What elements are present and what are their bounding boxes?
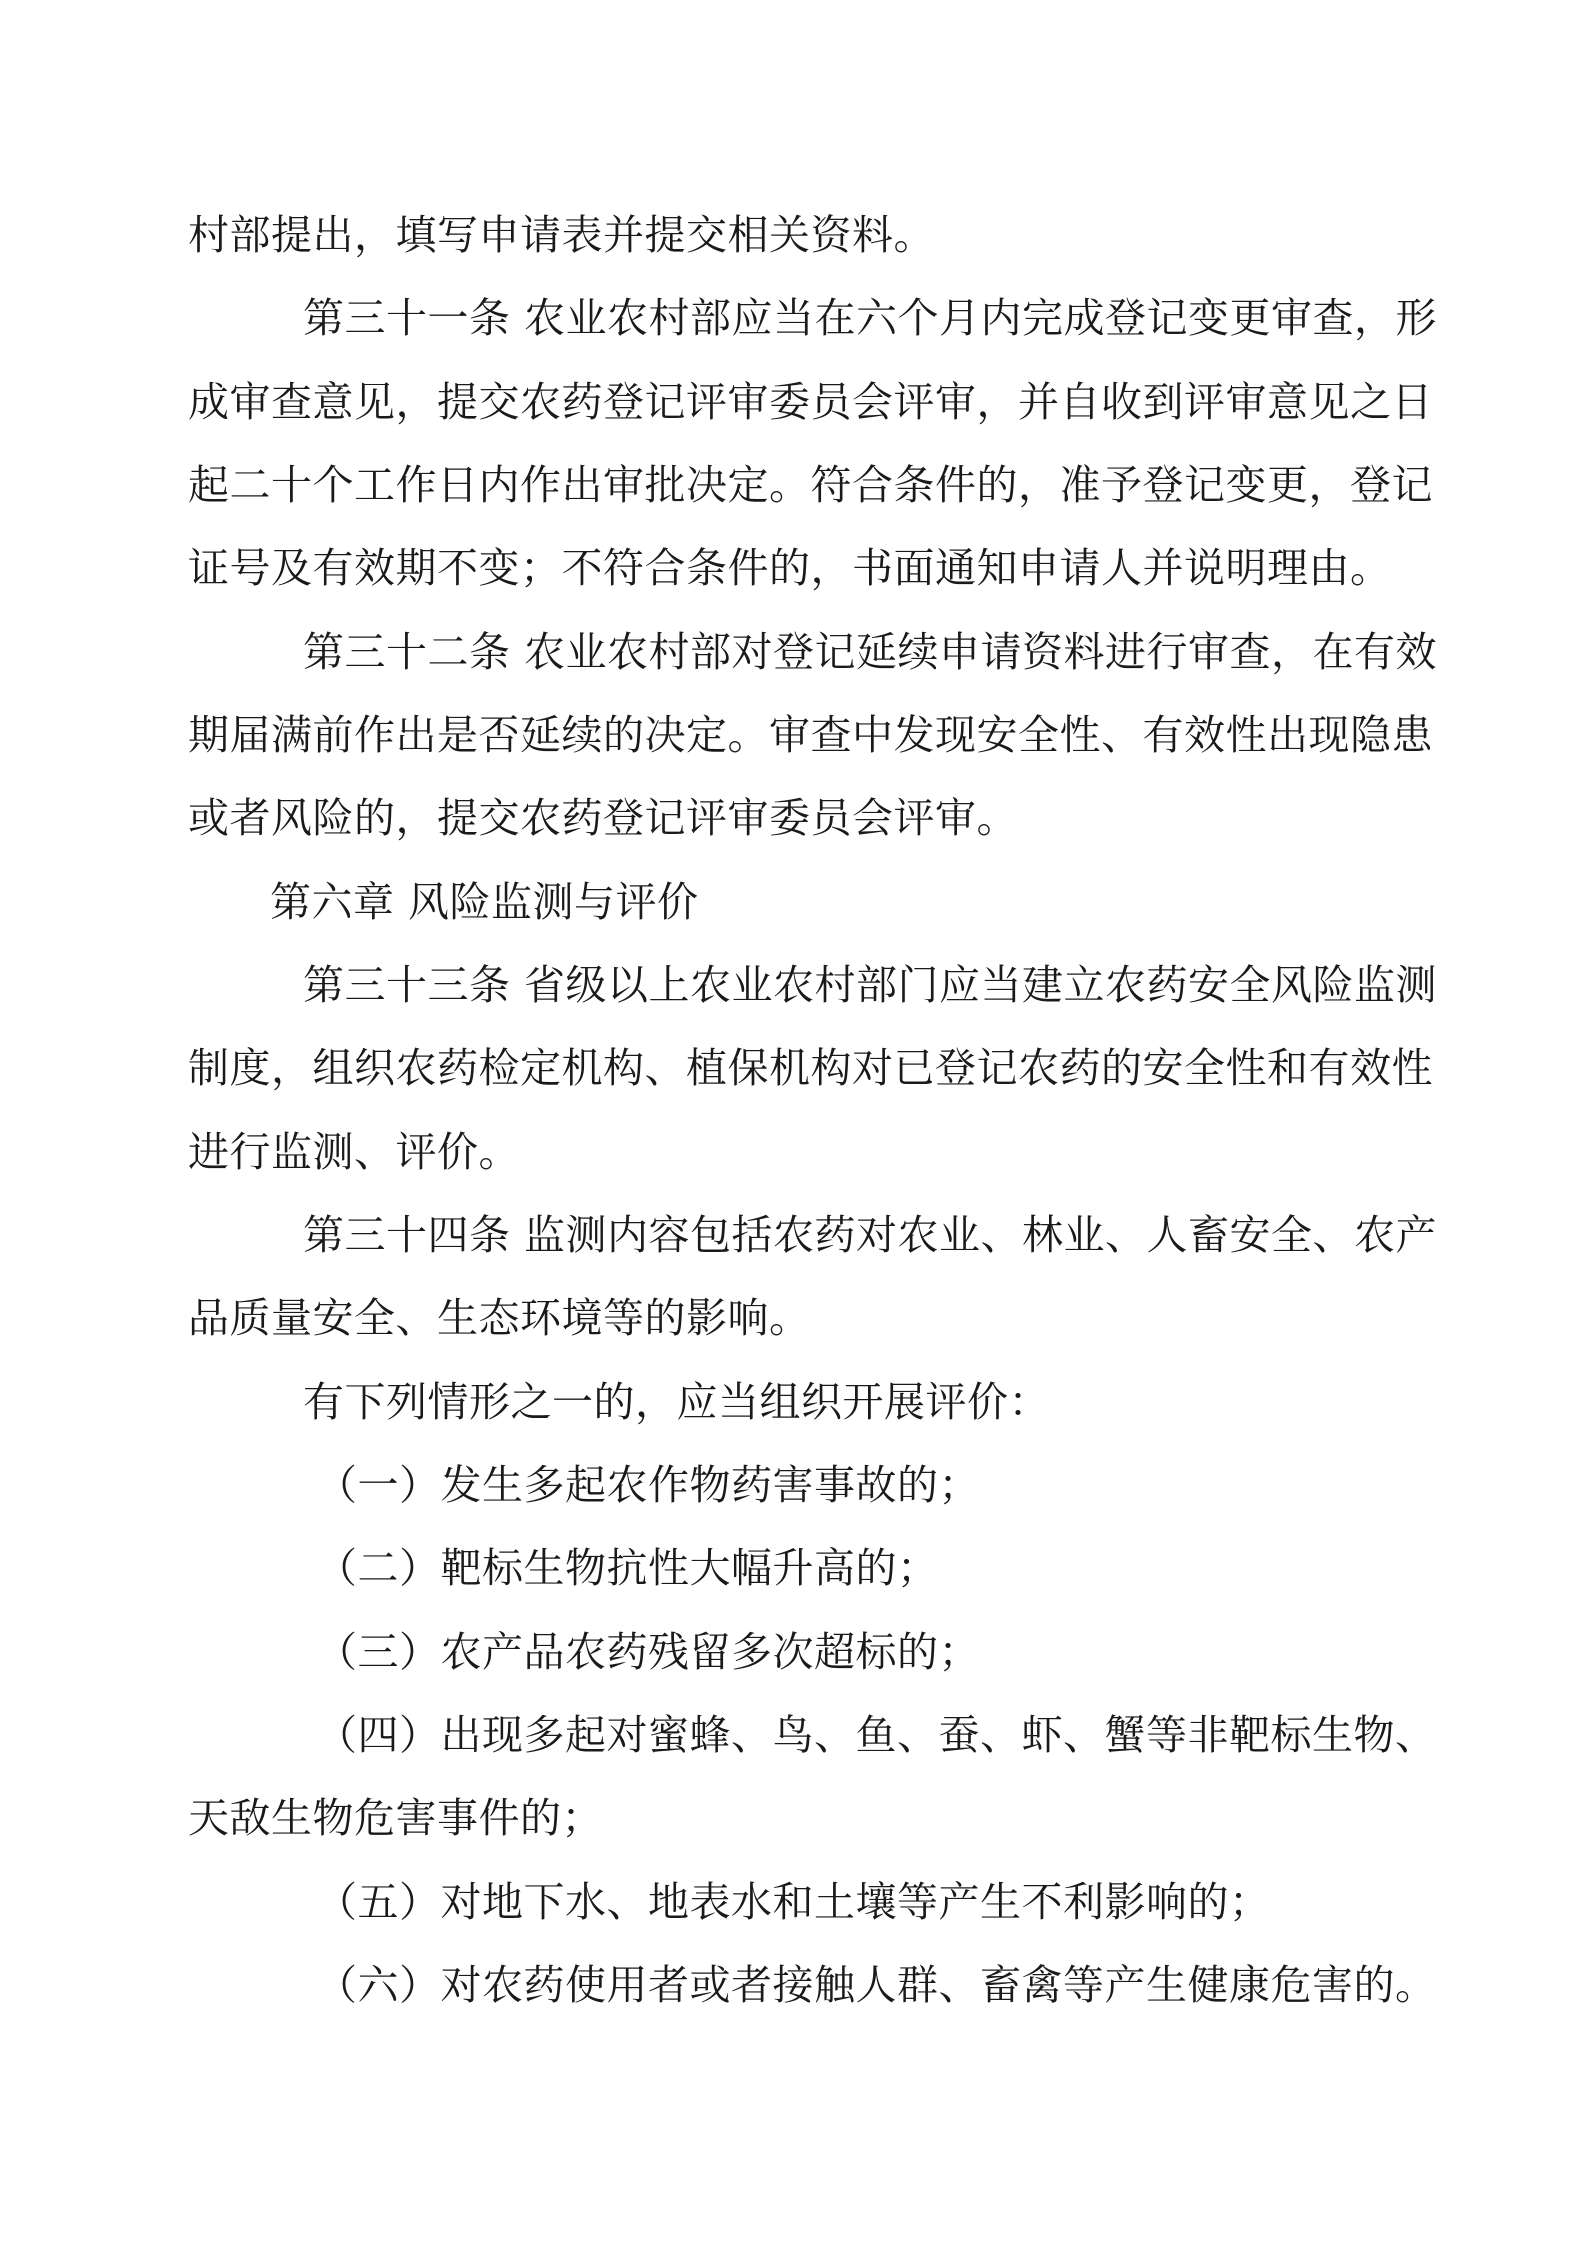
text-line: 有下列情形之一的，应当组织开展评价： xyxy=(303,1378,1050,1426)
text-line: 期届满前作出是否延续的决定。审查中发现安全性、有效性出现隐患 xyxy=(188,711,1433,759)
list-item: （一）发生多起农作物药害事故的； xyxy=(316,1461,980,1509)
text-line: 或者风险的，提交农药登记评审委员会评审。 xyxy=(188,794,1018,842)
text-line: 制度，组织农药检定机构、植保机构对已登记农药的安全性和有效性 xyxy=(188,1044,1433,1092)
article-31-heading-line: 第三十一条 农业农村部应当在六个月内完成登记变更审查，形 xyxy=(303,294,1438,342)
list-item: （五）对地下水、地表水和土壤等产生不利影响的； xyxy=(316,1878,1271,1926)
text-line: 起二十个工作日内作出审批决定。符合条件的，准予登记变更，登记 xyxy=(188,461,1433,509)
article-33-heading-line: 第三十三条 省级以上农业农村部门应当建立农药安全风险监测 xyxy=(303,961,1438,1009)
text-line: 进行监测、评价。 xyxy=(188,1128,520,1176)
text-line: 品质量安全、生态环境等的影响。 xyxy=(188,1294,811,1342)
text-line: 天敌生物危害事件的； xyxy=(188,1794,603,1842)
list-item: （四）出现多起对蜜蜂、鸟、鱼、蚕、虾、蟹等非靶标生物、 xyxy=(316,1711,1437,1759)
text-line: 成审查意见，提交农药登记评审委员会评审，并自收到评审意见之日 xyxy=(188,378,1433,426)
chapter-heading: 第六章 风险监测与评价 xyxy=(270,878,699,926)
list-item: （三）农产品农药残留多次超标的； xyxy=(316,1628,980,1676)
article-34-heading-line: 第三十四条 监测内容包括农药对农业、林业、人畜安全、农产 xyxy=(303,1211,1438,1259)
article-32-heading-line: 第三十二条 农业农村部对登记延续申请资料进行审查，在有效 xyxy=(303,628,1438,676)
list-item: （二）靶标生物抗性大幅升高的； xyxy=(316,1544,939,1592)
text-line: 证号及有效期不变；不符合条件的，书面通知申请人并说明理由。 xyxy=(188,544,1392,592)
text-line: 村部提出，填写申请表并提交相关资料。 xyxy=(188,211,935,259)
list-item: （六）对农药使用者或者接触人群、畜禽等产生健康危害的。 xyxy=(316,1961,1437,2009)
